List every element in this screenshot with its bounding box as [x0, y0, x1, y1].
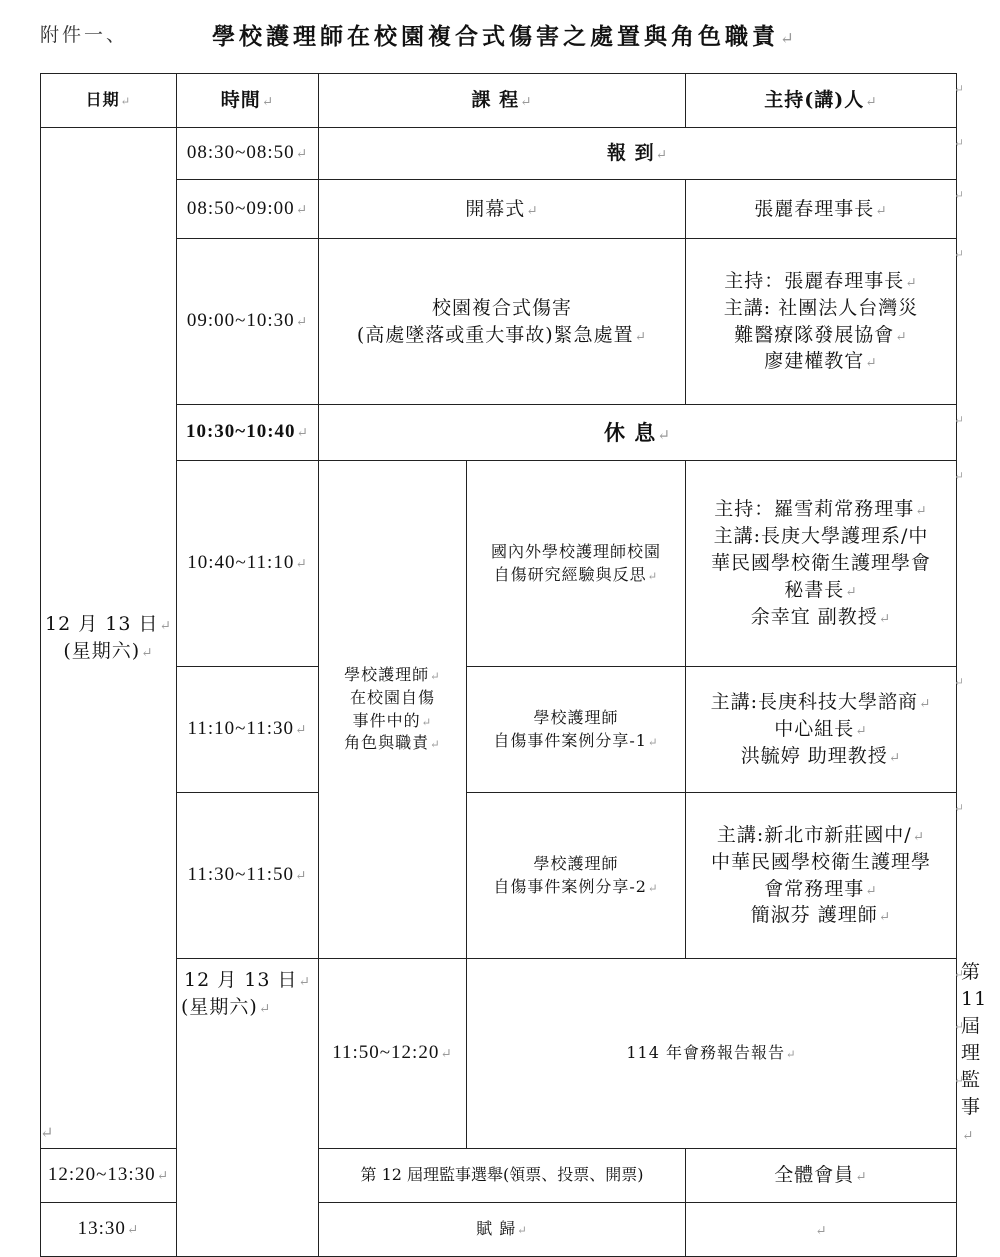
topic-cell: 國內外學校護理師校園 自傷研究經驗與反思↵: [467, 461, 686, 667]
time-cell: 08:50~09:00↵: [177, 180, 319, 239]
row-end-mark: ↵: [953, 1073, 964, 1087]
header-time: 時間↵: [177, 74, 319, 128]
course-cell: 114 年會務報告報告↵: [467, 959, 957, 1149]
row-end-mark: ↵: [953, 967, 964, 981]
time-cell: 09:00~10:30↵: [177, 239, 319, 405]
document-title: 學校護理師在校園複合式傷害之處置與角色職責↵: [212, 23, 798, 50]
table-header-row: [41, 74, 957, 128]
row-end-mark: ↵: [953, 82, 964, 96]
document-heading: [40, 18, 980, 58]
table-row: [41, 239, 957, 405]
table-row: [41, 667, 957, 793]
host-cell: 全體會員↵: [686, 1148, 957, 1202]
course-cell: 第 12 屆理監事選舉(領票、投票、開票): [319, 1148, 686, 1202]
time-cell: 11:30~11:50↵: [177, 793, 319, 959]
time-cell: 08:30~08:50↵: [177, 128, 319, 180]
row-end-mark: ↵: [953, 188, 964, 202]
row-end-mark: ↵: [953, 801, 964, 815]
table-row: [41, 793, 957, 959]
table-row: 12 月 13 日↵ (星期六)↵ 11:50~12:20↵ 114 年會務報告報告↵ 第 11 屆理監事↵: [41, 959, 957, 1149]
course-cell: 校園複合式傷害 (高處墜落或重大事故)緊急處置↵: [319, 239, 686, 405]
host-cell: 張麗春理事長↵: [686, 180, 957, 239]
table-row: [41, 405, 957, 461]
date-cell-2: 12 月 13 日↵ (星期六)↵: [177, 959, 319, 1257]
time-cell: 10:40~11:10↵: [177, 461, 319, 667]
row-end-mark: ↵: [953, 136, 964, 150]
date-cell-1: 12 月 13 日↵ (星期六)↵: [41, 128, 177, 1149]
document-end-mark: ↵: [40, 1123, 54, 1142]
annex-label: 附件一、: [40, 24, 129, 46]
course-cell: 開幕式↵: [319, 180, 686, 239]
session-title-cell: 學校護理師↵ 在校園自傷 事件中的↵ 角色與職責↵: [319, 461, 467, 959]
row-end-mark: ↵: [953, 1019, 964, 1033]
row-end-mark: ↵: [953, 469, 964, 483]
row-end-mark: ↵: [953, 675, 964, 689]
table-row: [41, 180, 957, 239]
topic-cell: 學校護理師 自傷事件案例分享-1↵: [467, 667, 686, 793]
break-cell: 休 息↵: [319, 405, 957, 461]
topic-cell: 學校護理師 自傷事件案例分享-2↵: [467, 793, 686, 959]
header-date: 日期↵: [41, 74, 177, 128]
time-cell: 11:10~11:30↵: [177, 667, 319, 793]
course-cell: 賦 歸↵: [319, 1202, 686, 1256]
table-row: [41, 128, 957, 180]
row-end-mark: ↵: [953, 247, 964, 261]
host-cell: 主持：羅雪莉常務理事↵ 主講:長庚大學護理系/中 華民國學校衛生護理學會 秘書長↵ 余幸宜 副教授↵: [686, 461, 957, 667]
time-cell: 11:50~12:20↵: [319, 959, 467, 1149]
host-cell: 主講:長庚科技大學諮商↵ 中心組長↵ 洪毓婷 助理教授↵: [686, 667, 957, 793]
time-cell: 10:30~10:40↵: [177, 405, 319, 461]
host-cell: 主講:新北市新莊國中/↵ 中華民國學校衛生護理學 會常務理事↵ 簡淑芬 護理師↵: [686, 793, 957, 959]
row-end-mark: ↵: [953, 413, 964, 427]
time-cell: 13:30↵: [41, 1202, 177, 1256]
checkin-cell: 報 到↵: [319, 128, 957, 180]
header-course: 課 程↵: [319, 74, 686, 128]
host-cell: 主持：張麗春理事長↵ 主講: 社團法人台灣災 難醫療隊發展協會↵ 廖建權教官↵: [686, 239, 957, 405]
schedule-table: [40, 73, 988, 1257]
table-row: [41, 461, 957, 667]
time-cell: 12:20~13:30↵: [41, 1148, 177, 1202]
header-host: 主持(講)人↵: [686, 74, 957, 128]
host-cell: ↵: [686, 1202, 957, 1256]
